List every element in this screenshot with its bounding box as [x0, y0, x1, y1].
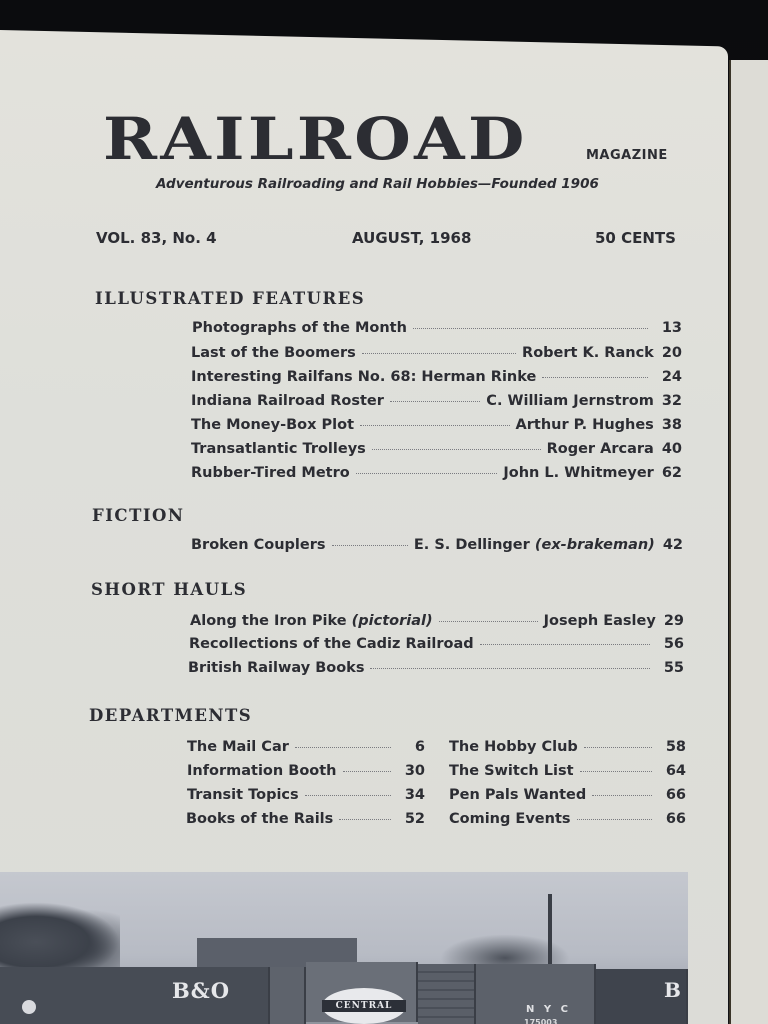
entry-page: 62	[661, 465, 682, 481]
entry-title: Broken Couplers	[191, 537, 326, 553]
entry-title: The Switch List	[449, 763, 574, 779]
entry-title: The Mail Car	[187, 739, 289, 755]
section-heading-short-hauls: SHORT HAULS	[91, 580, 248, 599]
dot-leader	[580, 771, 652, 772]
masthead-tagline: Adventurous Railroading and Rail Hobbies—Founded 1906	[156, 176, 599, 192]
section-heading-fiction: FICTION	[92, 506, 185, 525]
dot-leader	[370, 668, 649, 669]
entry-title: Photographs of the Month	[192, 320, 407, 336]
toc-entry[interactable]	[187, 763, 425, 785]
toc-entry[interactable]	[189, 636, 684, 658]
dot-leader	[343, 771, 391, 772]
adjacent-page-edge	[729, 60, 768, 1024]
section-heading-departments: DEPARTMENTS	[89, 706, 253, 725]
entry-author: C. William Jernstrom	[486, 393, 654, 409]
dot-leader	[439, 621, 538, 622]
toc-entry[interactable]	[449, 811, 686, 833]
entry-title: Pen Pals Wanted	[449, 787, 587, 803]
toc-entry[interactable]	[191, 393, 682, 415]
issue-date: AUGUST, 1968	[352, 229, 472, 247]
entry-page: 29	[663, 613, 684, 629]
entry-page: 55	[663, 660, 684, 676]
entry-page: 6	[414, 739, 425, 755]
dot-leader	[362, 353, 516, 354]
dot-leader	[390, 401, 480, 402]
section-heading-illustrated-features: ILLUSTRATED FEATURES	[95, 289, 366, 308]
entry-title: Transatlantic Trolleys	[191, 441, 366, 457]
toc-entry[interactable]	[191, 465, 682, 487]
title-note: (pictorial)	[351, 613, 433, 629]
toc-entry[interactable]	[186, 811, 425, 833]
nyc-reporting-mark: N Y C	[526, 1004, 571, 1015]
masthead-subtitle: MAGAZINE	[586, 148, 668, 163]
bo-capitol-emblem-icon	[22, 1000, 36, 1014]
utility-pole	[548, 894, 552, 974]
entry-author: Arthur P. Hughes	[515, 417, 654, 433]
entry-page: 40	[661, 441, 682, 457]
dot-leader	[372, 449, 541, 450]
toc-entry[interactable]	[191, 369, 682, 391]
toc-entry[interactable]	[188, 660, 684, 682]
entry-page: 66	[665, 787, 686, 803]
ny-central-oval-logo	[322, 988, 406, 1024]
dot-leader	[332, 545, 408, 546]
title-text: Along the Iron Pike	[190, 613, 347, 629]
entry-page: 58	[665, 739, 686, 755]
entry-title: The Money-Box Plot	[191, 417, 355, 433]
entry-title: Transit Topics	[187, 787, 299, 803]
toc-entry[interactable]	[191, 537, 683, 559]
entry-page: 38	[661, 417, 682, 433]
dot-leader	[339, 819, 391, 820]
dot-leader	[295, 747, 391, 748]
entry-page: 32	[661, 393, 682, 409]
toc-entry[interactable]	[191, 441, 682, 463]
toc-entry[interactable]	[191, 417, 682, 439]
entry-title	[190, 613, 433, 629]
entry-page: 52	[404, 811, 425, 827]
issue-volume: VOL. 83, No. 4	[96, 229, 217, 247]
toc-entry[interactable]	[187, 787, 425, 809]
toc-entry[interactable]	[191, 345, 682, 367]
entry-title: Information Booth	[187, 763, 337, 779]
toc-entry[interactable]	[187, 739, 425, 761]
issue-price: 50 CENTS	[595, 229, 676, 247]
entry-author: Roger Arcara	[546, 441, 654, 457]
dot-leader	[577, 819, 652, 820]
dot-leader	[305, 795, 391, 796]
dot-leader	[592, 795, 652, 796]
entry-page: 56	[663, 636, 684, 652]
entry-title: Books of the Rails	[186, 811, 334, 827]
boxcar-coupling	[270, 967, 306, 1024]
toc-entry[interactable]	[449, 739, 686, 761]
entry-title: Rubber-Tired Metro	[191, 465, 350, 481]
central-band: CENTRAL	[322, 1000, 406, 1012]
entry-title: Coming Events	[449, 811, 571, 827]
dot-leader	[413, 328, 648, 329]
nyc-car-number: 175003	[524, 1018, 558, 1024]
toc-entry[interactable]	[449, 787, 686, 809]
entry-author	[414, 537, 655, 553]
entry-page: 30	[404, 763, 425, 779]
bo-label: B&O	[172, 978, 231, 1003]
dot-leader	[584, 747, 652, 748]
entry-title: The Hobby Club	[449, 739, 578, 755]
entry-title: Indiana Railroad Roster	[191, 393, 384, 409]
entry-author: Joseph Easley	[543, 613, 656, 629]
toc-entry[interactable]	[449, 763, 686, 785]
entry-author: John L. Whitmeyer	[503, 465, 654, 481]
masthead-title: RAILROAD	[103, 105, 528, 173]
boxcar-ribbed	[418, 964, 476, 1024]
entry-page: 42	[662, 537, 683, 553]
dot-leader	[360, 425, 509, 426]
b-label: B	[664, 978, 681, 1002]
entry-title: Interesting Railfans No. 68: Herman Rinke	[191, 369, 537, 385]
author-note: (ex-brakeman)	[534, 537, 655, 553]
boxcar-nyc-2	[476, 964, 596, 1024]
entry-page: 66	[665, 811, 686, 827]
boxcar-photograph	[0, 872, 688, 1024]
dot-leader	[542, 377, 647, 378]
entry-page: 13	[661, 320, 682, 336]
entry-title: Recollections of the Cadiz Railroad	[189, 636, 474, 652]
author-name: E. S. Dellinger	[413, 537, 530, 553]
entry-page: 34	[404, 787, 425, 803]
entry-page: 64	[665, 763, 686, 779]
toc-entry[interactable]	[190, 613, 684, 635]
entry-author: Robert K. Ranck	[522, 345, 654, 361]
entry-title: British Railway Books	[188, 660, 365, 676]
dot-leader	[356, 473, 498, 474]
toc-entry[interactable]	[192, 320, 682, 342]
dot-leader	[480, 644, 650, 645]
entry-page: 20	[661, 345, 682, 361]
entry-page: 24	[661, 369, 682, 385]
entry-title: Last of the Boomers	[191, 345, 356, 361]
